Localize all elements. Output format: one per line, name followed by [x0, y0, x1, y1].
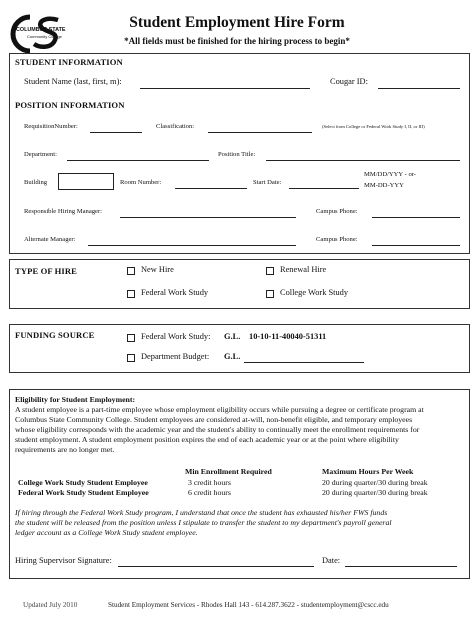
- position-title-label: Position Title:: [218, 151, 256, 158]
- federal-work-study-checkbox[interactable]: [127, 290, 135, 298]
- dept-gl-field[interactable]: [244, 362, 364, 363]
- department-label: Department:: [24, 151, 57, 158]
- department-field[interactable]: [67, 160, 209, 161]
- footer-updated: Updated July 2010: [23, 601, 78, 609]
- fws-statement-line-2: the student will be released from the position unless I stipulate to transfer the student to my department's payroll general: [15, 518, 392, 527]
- funding-source-heading: FUNDING SOURCE: [15, 330, 95, 340]
- renewal-hire-checkbox[interactable]: [266, 267, 274, 275]
- building-field[interactable]: [58, 173, 114, 190]
- start-date-label: Start Date:: [253, 179, 282, 186]
- table-row-fws-min: 6 credit hours: [188, 488, 231, 497]
- eligibility-line-4: student employment. A student employment position expires the end of each academic year or at the point where eligibility: [15, 435, 399, 444]
- campus-phone-field[interactable]: [372, 217, 460, 218]
- new-hire-label: New Hire: [141, 265, 174, 274]
- table-row-cws-name: College Work Study Student Employee: [18, 478, 148, 487]
- room-number-field[interactable]: [175, 188, 247, 189]
- min-enrollment-header: Min Enrollment Required: [185, 467, 272, 476]
- signature-field[interactable]: [118, 566, 314, 567]
- classification-note: (Select from College or Federal Work Study I, II, or III): [322, 124, 425, 129]
- hiring-manager-label: Responsible Hiring Manager:: [24, 208, 103, 215]
- table-row-cws-max: 20 during quarter/30 during break: [322, 478, 428, 487]
- eligibility-heading: Eligibility for Student Employment:: [15, 395, 136, 404]
- alternate-manager-field[interactable]: [88, 245, 296, 246]
- requisition-label: RequisitionNumber:: [24, 123, 78, 130]
- date-format-hint-2: MM-DD-YYY: [364, 182, 404, 189]
- date-label: Date:: [322, 556, 341, 565]
- new-hire-checkbox[interactable]: [127, 267, 135, 275]
- fws-gl-label: G.L.: [224, 332, 241, 341]
- type-of-hire-heading: TYPE OF HIRE: [15, 266, 77, 276]
- classification-label: Classification:: [156, 123, 195, 130]
- dept-gl-label: G.L.: [224, 352, 241, 361]
- renewal-hire-label: Renewal Hire: [280, 265, 327, 274]
- student-name-field[interactable]: [140, 88, 310, 89]
- campus-phone-label-2: Campus Phone:: [316, 236, 358, 243]
- start-date-field[interactable]: [289, 188, 359, 189]
- student-name-label: Student Name (last, first, m):: [24, 77, 122, 86]
- dept-budget-label: Department Budget:: [141, 352, 210, 361]
- page-subtitle: *All fields must be finished for the hiring process to begin*: [124, 36, 350, 46]
- fws-funding-label: Federal Work Study:: [141, 332, 211, 341]
- campus-phone-label: Campus Phone:: [316, 208, 358, 215]
- page-title: Student Employment Hire Form: [129, 14, 345, 31]
- eligibility-line-2: Columbus State Community College. Student employees are considered at-will, non-benefit eligible, and temporary employees: [15, 415, 413, 424]
- room-number-label: Room Number:: [120, 179, 162, 186]
- position-title-field[interactable]: [266, 160, 460, 161]
- table-row-cws-min: 3 credit hours: [188, 478, 231, 487]
- fws-statement-line-1: If hiring through the Federal Work Study program, I understand that once the student has exhausted his/her FWS funds: [15, 508, 388, 517]
- campus-phone-field-2[interactable]: [372, 245, 460, 246]
- eligibility-line-3: whose eligibility corresponds with the academic year and the student's ability to continually meet the enrollment requirements for: [15, 425, 420, 434]
- table-row-fws-max: 20 during quarter/30 during break: [322, 488, 428, 497]
- fws-gl-account: 10-10-11-40040-51311: [249, 332, 327, 341]
- table-row-fws-name: Federal Work Study Student Employee: [18, 488, 149, 497]
- alternate-manager-label: Alternate Manager:: [24, 236, 76, 243]
- student-info-heading: STUDENT INFORMATION: [15, 57, 123, 67]
- signature-label: Hiring Supervisor Signature:: [15, 556, 112, 565]
- college-work-study-label: College Work Study: [280, 288, 349, 297]
- logo-text: COLUMBUS STATE: [16, 27, 66, 33]
- cougar-id-label: Cougar ID:: [330, 77, 368, 86]
- eligibility-line-5: requirements are no longer met.: [15, 445, 115, 454]
- date-format-hint-1: MM/DD/YYY - or-: [364, 171, 417, 178]
- cougar-id-field[interactable]: [378, 88, 460, 89]
- date-field[interactable]: [345, 566, 457, 567]
- building-label: Building: [24, 179, 48, 186]
- fws-statement-line-3: ledger account as a College Work Study student employee.: [15, 528, 198, 537]
- position-info-heading: POSITION INFORMATION: [15, 100, 125, 110]
- footer-contact: Student Employment Services - Rhodes Hall 143 - 614.287.3622 - studentemployment@cscc.edu: [108, 601, 389, 609]
- max-hours-header: Maximum Hours Per Week: [322, 467, 414, 476]
- type-of-hire-box: [9, 259, 470, 309]
- classification-field[interactable]: [208, 132, 312, 133]
- fws-funding-checkbox[interactable]: [127, 334, 135, 342]
- college-work-study-checkbox[interactable]: [266, 290, 274, 298]
- hiring-manager-field[interactable]: [120, 217, 296, 218]
- eligibility-line-1: A student employee is a part-time employee whose employment eligibility occurs while pursuing a degree or certificate program at: [15, 405, 424, 414]
- requisition-field[interactable]: [90, 132, 142, 133]
- logo-subtext: Community College: [27, 34, 62, 39]
- dept-budget-checkbox[interactable]: [127, 354, 135, 362]
- federal-work-study-label: Federal Work Study: [141, 288, 209, 297]
